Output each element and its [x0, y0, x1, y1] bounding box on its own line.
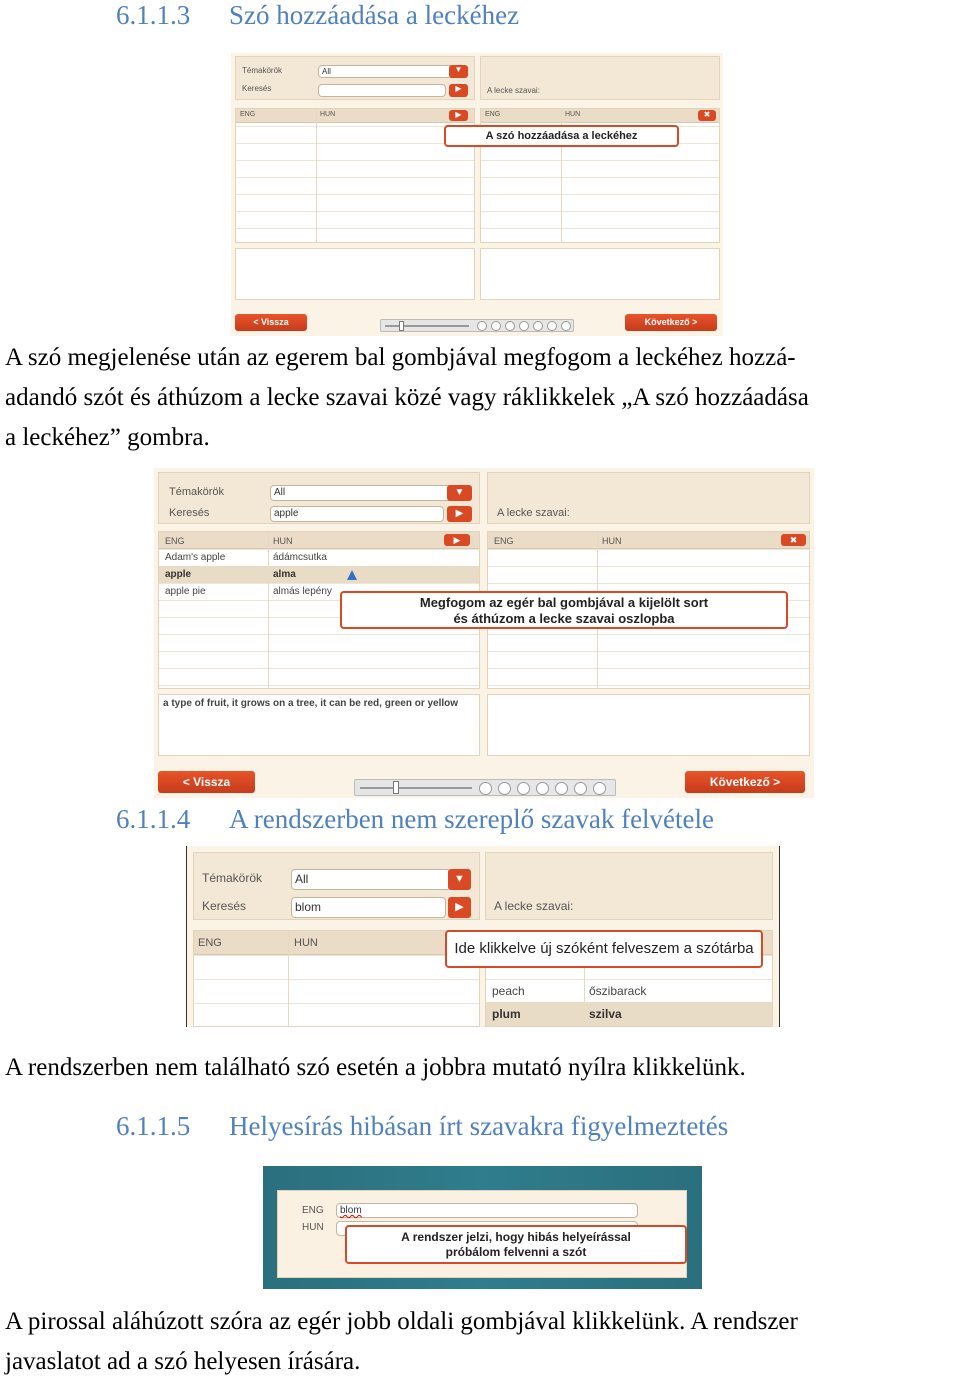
- section-title: Szó hozzáadása a leckéhez: [229, 0, 520, 30]
- paragraph-1: [5, 338, 809, 458]
- lesson-panel: [485, 852, 773, 920]
- spelling-warning-callout: [345, 1225, 687, 1264]
- column-divider: [316, 109, 317, 242]
- paragraph-line: adandó szót és áthúzom a lecke szavai közé vagy ráklikkelek „A szó hozzáadása: [5, 384, 809, 411]
- topics-label: Témakörök: [202, 871, 263, 885]
- screenshot-new-word: [186, 846, 780, 1027]
- search-label: Keresés: [169, 507, 210, 519]
- paragraph-line: javaslatot ad a szó helyesen írására.: [5, 1348, 361, 1375]
- col-eng: ENG: [485, 111, 501, 118]
- col-eng: ENG: [198, 937, 222, 949]
- cell-eng: apple: [165, 569, 192, 580]
- arrow-right-icon[interactable]: ▶: [448, 897, 471, 918]
- cell-hun: őszibarack: [589, 984, 647, 998]
- hun-label: HUN: [302, 1222, 324, 1233]
- section-number: 6.1.1.5: [116, 1111, 191, 1141]
- topics-select[interactable]: All: [291, 869, 451, 890]
- callout-line: Megfogom az egér bal gombjával a kijelölt sort: [419, 595, 709, 610]
- misspelled-word[interactable]: blom: [340, 1205, 362, 1216]
- stop-icon[interactable]: [547, 321, 557, 331]
- next-icon[interactable]: [533, 321, 543, 331]
- eng-input[interactable]: [336, 1203, 638, 1218]
- close-icon[interactable]: ✖: [781, 534, 806, 546]
- screenshot-spelling: [263, 1166, 702, 1289]
- eng-label: ENG: [302, 1205, 324, 1216]
- chevron-down-icon[interactable]: ▼: [447, 485, 472, 501]
- back-button[interactable]: < Vissza: [158, 771, 255, 793]
- paragraph-3: [5, 1302, 798, 1382]
- chevron-down-icon[interactable]: ▼: [449, 65, 468, 78]
- arrow-right-icon[interactable]: ▶: [449, 110, 468, 121]
- lesson-panel: [487, 472, 810, 524]
- description-box: [235, 248, 475, 300]
- drag-instruction-callout: [340, 591, 788, 629]
- media-player[interactable]: [380, 319, 574, 332]
- chevron-down-icon[interactable]: ▼: [448, 869, 471, 890]
- lesson-description-box: [487, 694, 810, 756]
- rewind-icon[interactable]: [479, 782, 492, 795]
- col-eng: ENG: [165, 536, 185, 546]
- cell-hun: almás lepény: [273, 586, 332, 597]
- search-label: Keresés: [202, 899, 247, 913]
- callout-line: és áthúzom a lecke szavai oszlopba: [453, 611, 675, 626]
- seek-track[interactable]: [385, 325, 469, 327]
- pause-icon[interactable]: [519, 321, 529, 331]
- pause-icon[interactable]: [536, 782, 549, 795]
- back-button[interactable]: < Vissza: [235, 314, 307, 331]
- seek-handle[interactable]: [393, 781, 399, 794]
- search-panel: [158, 472, 480, 524]
- screenshot-drag-word: [154, 468, 814, 798]
- col-hun: HUN: [320, 111, 336, 118]
- topics-select[interactable]: All: [318, 65, 454, 78]
- search-input[interactable]: blom: [291, 897, 446, 918]
- col-hun: HUN: [273, 536, 293, 546]
- section-number: 6.1.1.4: [116, 804, 191, 834]
- grid-header: [488, 532, 809, 549]
- cell-hun: alma: [273, 569, 296, 580]
- grid-header: [481, 109, 719, 123]
- callout-line: A rendszer jelzi, hogy hibás helyeírással: [401, 1230, 631, 1244]
- col-hun: HUN: [294, 937, 318, 949]
- dictionary-grid: [235, 108, 475, 243]
- play-icon[interactable]: [517, 782, 530, 795]
- seek-handle[interactable]: [399, 321, 404, 331]
- close-icon[interactable]: ✖: [698, 110, 716, 121]
- lesson-words-label: A lecke szavai:: [487, 86, 540, 95]
- col-hun: HUN: [602, 536, 622, 546]
- new-word-callout: Ide klikkelve új szóként felveszem a szótárba: [445, 930, 763, 968]
- description-box: [158, 694, 480, 756]
- section-title: A rendszerben nem szereplő szavak felvétele: [229, 804, 715, 834]
- search-input[interactable]: apple: [270, 506, 444, 522]
- paragraph-2: [5, 1048, 746, 1088]
- stop-icon[interactable]: [574, 782, 587, 795]
- grid-header: [194, 931, 479, 955]
- play-icon[interactable]: [505, 321, 515, 331]
- rewind-icon[interactable]: [477, 321, 487, 331]
- arrow-right-icon[interactable]: ▶: [447, 506, 472, 522]
- screenshot-add-word: [231, 53, 723, 336]
- table-row-selected[interactable]: [159, 566, 479, 583]
- grid-header: [159, 532, 479, 549]
- section-title: Helyesírás hibásan írt szavakra figyelmeztetés: [229, 1111, 729, 1141]
- dictionary-grid: [193, 930, 480, 1027]
- media-player[interactable]: [354, 779, 616, 796]
- lesson-description-box: [480, 248, 720, 300]
- callout-line: próbálom felvenni a szót: [445, 1245, 587, 1259]
- cell-eng: apple pie: [165, 586, 206, 597]
- cell-eng: peach: [492, 984, 525, 998]
- col-eng: ENG: [240, 111, 256, 118]
- search-panel: [193, 852, 480, 920]
- section-heading-6-1-1-4: [116, 804, 714, 835]
- topics-label: Témakörök: [242, 66, 283, 75]
- mouse-cursor-icon: [347, 570, 357, 580]
- cell-hun: szilva: [589, 1007, 622, 1021]
- section-heading-6-1-1-5: [116, 1111, 728, 1142]
- next-icon[interactable]: [555, 782, 568, 795]
- seek-track[interactable]: [360, 787, 472, 789]
- search-panel: [235, 56, 475, 100]
- previous-icon[interactable]: [498, 782, 511, 795]
- lesson-words-label: A lecke szavai:: [494, 899, 574, 913]
- grid-header: [236, 109, 474, 123]
- section-number: 6.1.1.3: [116, 0, 191, 30]
- topics-label: Témakörök: [169, 486, 225, 498]
- table-row[interactable]: [486, 979, 772, 1002]
- next-button[interactable]: Következő >: [685, 771, 805, 793]
- lesson-words-label: A lecke szavai:: [497, 507, 570, 519]
- topics-select[interactable]: All: [270, 485, 452, 501]
- info-icon[interactable]: [593, 782, 606, 795]
- next-button[interactable]: Következő >: [625, 314, 717, 331]
- search-label: Keresés: [242, 84, 272, 93]
- table-row[interactable]: [159, 549, 479, 566]
- cell-eng: plum: [492, 1007, 521, 1021]
- col-eng: ENG: [494, 536, 514, 546]
- word-description: a type of fruit, it grows on a tree, it can be red, green or yellow: [163, 698, 459, 709]
- paragraph-line: A rendszerben nem található szó esetén a jobbra mutató nyílra klikkelünk.: [5, 1054, 746, 1081]
- previous-icon[interactable]: [491, 321, 501, 331]
- column-divider: [288, 931, 289, 1026]
- col-hun: HUN: [565, 111, 581, 118]
- info-icon[interactable]: [561, 321, 571, 331]
- cell-hun: ádámcsutka: [273, 552, 327, 563]
- search-input[interactable]: [318, 84, 446, 97]
- arrow-right-icon[interactable]: ▶: [444, 534, 470, 546]
- arrow-right-icon[interactable]: ▶: [449, 84, 468, 97]
- paragraph-line: a leckéhez” gombra.: [5, 424, 210, 451]
- cell-eng: Adam's apple: [165, 552, 226, 563]
- paragraph-line: A pirossal aláhúzott szóra az egér jobb oldali gombjával klikkelünk. A rendszer: [5, 1308, 798, 1335]
- lesson-panel: [480, 56, 720, 100]
- add-to-lesson-callout: A szó hozzáadása a leckéhez: [444, 125, 679, 147]
- section-heading-6-1-1-3: [116, 0, 519, 31]
- paragraph-line: A szó megjelenése után az egerem bal gombjával megfogom a leckéhez hozzá-: [5, 344, 796, 371]
- table-row-selected[interactable]: [486, 1002, 772, 1026]
